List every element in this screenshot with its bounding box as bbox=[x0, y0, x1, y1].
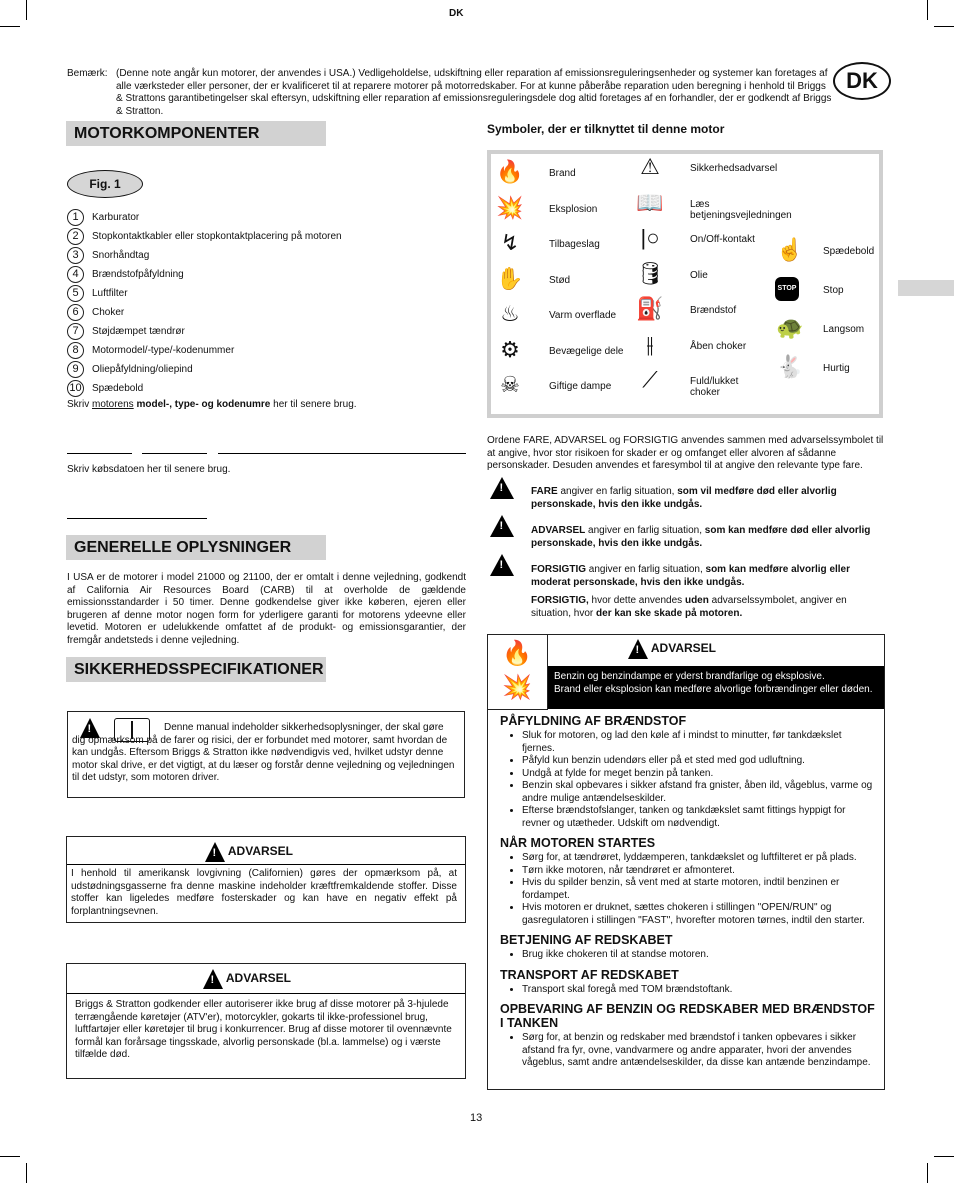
hazard-icons bbox=[488, 635, 548, 710]
component-item bbox=[67, 379, 467, 398]
date-write-text: Skriv købsdatoen her til senere brug. bbox=[67, 464, 231, 475]
crop-mark bbox=[26, 0, 27, 20]
generelle-text: I USA er de motorer i model 21000 og 21100, der er omtalt i denne vejledning, godkendt af California Air Resources Board (CARB) til at overholde de gældende emissionsstandarder i 50 timer. Denne godkendelse giver ikke køberen, ejeren eller brugeren af denne motor nogen form for yderligere garanti for motorens ydeevne eller levetid. Motoren er udelukkende omfattet af de produkt- og emissionsgarantier, der fremgår andetsteds i denne vejledning. bbox=[67, 572, 466, 646]
warning-header bbox=[203, 969, 291, 989]
symbol-label: Brændstof bbox=[690, 305, 737, 316]
fuel-bullet-list bbox=[500, 852, 875, 927]
warning-box-california bbox=[66, 836, 466, 923]
bullet-item: • Tørn ikke motoren, når tændrøret er afmonteret. bbox=[522, 865, 875, 878]
signal-intro: Ordene FARE, ADVARSEL og FORSIGTIG anvendes sammen med advarselssymbolet til at angive, hvor stor risikoen for skader er og omfanget eller alvoren af sådanne personskader. Desuden anvendes et faresymbol til at angive den relevante type fare. bbox=[487, 435, 884, 471]
fuel-bullet-list bbox=[500, 730, 875, 830]
date-line bbox=[67, 518, 207, 519]
safety-alert-icon bbox=[203, 969, 223, 989]
warning-title: ADVARSEL bbox=[650, 641, 717, 656]
section-title-sikkerhed: SIKKERHEDSSPECIFIKATIONER bbox=[66, 657, 326, 682]
signal-advarsel bbox=[531, 525, 871, 550]
type-line bbox=[142, 453, 207, 454]
crop-mark bbox=[0, 26, 20, 27]
symbol-label: Bevægelige dele bbox=[549, 345, 624, 357]
symbol-label: Læs betjeningsvejledningen bbox=[690, 198, 792, 221]
symbol-label: Fuld/lukket choker bbox=[690, 376, 739, 398]
symbols-title: Symboler, der er tilknyttet til denne motor bbox=[487, 122, 725, 136]
fare-mid: angiver en farlig situation, bbox=[557, 486, 678, 497]
hot-surface-icon: ♨ bbox=[500, 301, 520, 326]
page-header: DK bbox=[449, 8, 464, 19]
component-number: 2 bbox=[67, 228, 84, 245]
symbol-label: Brand bbox=[549, 168, 576, 179]
bullet-item: • Hvis du spilder benzin, så vent med at starte motoren, indtil benzinen er fordampet. bbox=[522, 877, 875, 902]
component-list bbox=[67, 208, 467, 398]
component-label: Spædebold bbox=[92, 383, 144, 394]
safety-alert-icon bbox=[205, 842, 225, 862]
advarsel-mid: angiver en farlig situation, bbox=[585, 525, 705, 536]
forsigtig-word: FORSIGTIG bbox=[531, 564, 586, 575]
model-line bbox=[67, 453, 132, 454]
explosion-icon: 💥 bbox=[502, 674, 532, 701]
component-item bbox=[67, 227, 467, 246]
component-item bbox=[67, 284, 467, 303]
component-label: Snorhåndtag bbox=[92, 250, 150, 261]
note-label: Bemærk: bbox=[67, 68, 108, 79]
component-number: 8 bbox=[67, 342, 84, 359]
component-label: Oliepåfyldning/oliepind bbox=[92, 364, 193, 375]
forsigtig-mid: angiver en farlig situation, bbox=[586, 564, 706, 575]
choke-open-icon: ⫲ bbox=[646, 331, 654, 357]
divider bbox=[67, 993, 465, 994]
component-label: Brændstofpåfyldning bbox=[92, 269, 184, 280]
fare-bold: som vil medføre død eller alvorlig personskade, hvis den ikke undgås. bbox=[531, 486, 837, 510]
write-link: motorens bbox=[92, 399, 134, 410]
symbol-label: Giftige dampe bbox=[549, 381, 612, 392]
symbol-label: Spædebold bbox=[823, 246, 875, 257]
write-pre: Skriv bbox=[67, 399, 92, 410]
forsigtig2-uden: uden bbox=[684, 595, 709, 606]
crop-mark bbox=[927, 1163, 928, 1183]
warning-text: Briggs & Stratton godkender eller autoriserer ikke brug af disse motorer på 3-hjulede terrængående køretøjer (ATV'er), motorcykler, gokarts til ikke-professionel brug, luftfartøjer eller køretøjer til brug i konkurrencer. Brug af disse motorer til ovennævnte formål kan forårsage tingsskade, alvorlig personskade (bl.a. lammelse) og i værste tilfælde død. bbox=[75, 999, 452, 1060]
symbol-label: On/Off-kontakt bbox=[690, 234, 755, 245]
symbol-label: Tilbageslag bbox=[549, 239, 600, 250]
bullet-item: • Undgå at fylde for meget benzin på tanken. bbox=[522, 768, 875, 781]
symbols-box bbox=[487, 150, 883, 418]
fuel-bullet-list bbox=[500, 1032, 875, 1070]
symbol-label: Varm overflade bbox=[549, 310, 617, 321]
bullet-item: • Efterse brændstofslanger, tanken og tankdækslet samt fittings hyppigt for revner og utætheder. Udskift om nødvendigt. bbox=[522, 805, 875, 830]
fig-label: Fig. 1 bbox=[67, 170, 143, 198]
divider bbox=[67, 864, 465, 865]
symbol-label: Stop bbox=[823, 285, 844, 296]
safety-alert-icon bbox=[490, 515, 514, 537]
advarsel-bold: som kan medføre død eller alvorlig personskade, hvis den ikke undgås. bbox=[531, 525, 871, 549]
component-item bbox=[67, 246, 467, 265]
component-item bbox=[67, 303, 467, 322]
safety-info-text: Denne manual indeholder sikkerhedsoplysninger, der skal gøre dig opmærksom på de farer og risici, der er forbundet med motorer, samt hvordan de kan undgås. Eftersom Briggs & Stratton ikke nødvendigvis ved, hvilket udstyr denne motor skal drive, er det vigtigt, at du læser og forstår denne vejledning og vejledningen til det udstyr, som motoren driver. bbox=[72, 722, 455, 783]
fuel-bullet-list bbox=[500, 949, 875, 962]
signal-forsigtig-no-symbol bbox=[531, 595, 883, 620]
banner-line1: Benzin og benzindampe er yderst brandfarlige og eksplosive. bbox=[554, 671, 825, 682]
note-text: (Denne note angår kun motorer, der anvendes i USA.) Vedligeholdelse, udskiftning eller reparation af emissionsreguleringsenheder og systemer kan foretages af alle værksteder eller personer, der er kvalificeret til at reparere motorer på motorredskaber. For at kunne påberåbe reparation uden beregning i henhold til Briggs & Strattons garantibetingelser skal eftersyn, udskiftning eller reparation af emissionsreguleringsdele dog altid foretages af en forhandler, der er godkendt af Briggs & Stratton. bbox=[116, 68, 832, 117]
crop-mark bbox=[934, 1156, 954, 1157]
component-number: 1 bbox=[67, 209, 84, 226]
symbol-label: Eksplosion bbox=[549, 203, 598, 215]
component-item bbox=[67, 322, 467, 341]
rabbit-icon: 🐇 bbox=[776, 354, 804, 379]
bullet-item: • Påfyld kun benzin udendørs eller på et sted med god udluftning. bbox=[522, 755, 875, 768]
choke-closed-icon: ⟋ bbox=[642, 367, 658, 392]
component-item bbox=[67, 265, 467, 284]
warning-box-vehicles bbox=[66, 963, 466, 1079]
section-title-generelle: GENERELLE OPLYSNINGER bbox=[66, 535, 326, 560]
component-item bbox=[67, 341, 467, 360]
component-label: Støjdæmpet tændrør bbox=[92, 326, 185, 337]
component-label: Motormodel/-type/-kodenummer bbox=[92, 345, 235, 356]
banner-line2: Brand eller eksplosion kan medføre alvorlige forbrændinger eller døden. bbox=[554, 684, 873, 695]
bullet-item: • Brug ikke chokeren til at standse motoren. bbox=[522, 949, 875, 962]
safety-info-box bbox=[67, 711, 465, 798]
safety-alert-icon bbox=[490, 554, 514, 576]
side-tab bbox=[898, 280, 954, 296]
forsigtig2-bold: der kan ske skade på motoren. bbox=[596, 607, 743, 619]
model-write-text bbox=[67, 399, 467, 412]
safety-alert-icon bbox=[490, 477, 514, 499]
bullet-item: • Sørg for, at benzin og redskaber med brændstof i tanken opbevares i sikker afstand fra fyr, ovne, vandvarmere og andre apparater, hvori der anvendes vågeblus, samt andre antændelseskilder, da disse kan antænde benzindampe. bbox=[522, 1032, 875, 1070]
on-off-icon: |○ bbox=[640, 225, 660, 250]
component-number: 9 bbox=[67, 361, 84, 378]
code-line bbox=[218, 453, 466, 454]
crop-mark bbox=[0, 1156, 20, 1157]
symbol-label: Stød bbox=[549, 274, 571, 286]
component-item bbox=[67, 360, 467, 379]
bullet-item: • Sørg for, at tændrøret, lyddæmperen, tankdækslet og luftfilteret er på plads. bbox=[522, 852, 875, 865]
warning-header bbox=[628, 639, 716, 659]
stop-icon: STOP bbox=[775, 277, 799, 301]
fire-icon: 🔥 bbox=[502, 640, 532, 667]
symbol-label: Sikkerhedsadvarsel bbox=[690, 163, 778, 174]
kickback-icon: ↯ bbox=[500, 230, 520, 255]
symbol-label: Langsom bbox=[823, 324, 865, 335]
warning-title: ADVARSEL bbox=[225, 971, 292, 986]
forsigtig-bold: som kan medføre alvorlig eller moderat personskade, hvis den ikke undgås. bbox=[531, 564, 851, 588]
bullet-item: • Benzin skal opbevares i sikker afstand fra gnister, åben ild, vågeblus, varme og andre mulige antændelseskilder. bbox=[522, 780, 875, 805]
component-label: Choker bbox=[92, 307, 125, 318]
bullet-item: • Transport skal foregå med TOM brændstoftank. bbox=[522, 984, 875, 997]
fare-word: FARE bbox=[531, 486, 558, 497]
symbol-label: Olie bbox=[690, 269, 708, 281]
turtle-icon: 🐢 bbox=[776, 315, 804, 340]
fuel-bullet-list bbox=[500, 984, 875, 997]
manual-icon: 📖 bbox=[636, 189, 664, 215]
signal-fare bbox=[531, 486, 861, 511]
symbol-label: Åben choker bbox=[690, 340, 747, 352]
fuel-section-heading: PÅFYLDNING AF BRÆNDSTOF bbox=[500, 714, 687, 728]
fuel-section-heading: OPBEVARING AF BENZIN OG REDSKABER MED BRÆNDSTOF I TANKEN bbox=[500, 1002, 875, 1030]
forsigtig2-b: advarselssymbolet, angiver en situation, hvor bbox=[531, 595, 847, 619]
component-label: Stopkontaktkabler eller stopkontaktplacering på motoren bbox=[92, 231, 342, 242]
forsigtig2-word: FORSIGTIG, bbox=[531, 595, 589, 606]
fuel-icon: ⛽ bbox=[636, 296, 664, 321]
signal-forsigtig bbox=[531, 564, 887, 589]
moving-parts-icon: ⚙ bbox=[500, 336, 520, 362]
component-label: Luftfilter bbox=[92, 288, 128, 299]
explosion-icon: 💥 bbox=[496, 194, 524, 220]
component-number: 7 bbox=[67, 323, 84, 340]
safety-alert-icon: ⚠ bbox=[640, 154, 660, 179]
shock-icon: ✋ bbox=[496, 265, 524, 291]
fuel-section-heading: BETJENING AF REDSKABET bbox=[500, 933, 673, 947]
section-title-motorkomponenter: MOTORKOMPONENTER bbox=[66, 121, 326, 146]
crop-mark bbox=[934, 26, 954, 27]
fuel-section-heading: NÅR MOTOREN STARTES bbox=[500, 836, 656, 850]
bullet-item: • Hvis motoren er druknet, sættes chokeren i stillingen "OPEN/RUN" og gasregulatoren i stillingen "FAST", hvorefter motoren tørnes, indtil den starter. bbox=[522, 902, 875, 927]
crop-mark bbox=[927, 0, 928, 20]
symbol-label: Hurtig bbox=[823, 363, 850, 374]
component-number: 4 bbox=[67, 266, 84, 283]
warning-title: ADVARSEL bbox=[227, 844, 294, 859]
advarsel-word: ADVARSEL bbox=[531, 525, 586, 536]
fire-icon: 🔥 bbox=[496, 159, 524, 184]
warning-header bbox=[205, 842, 293, 862]
fuel-warning-box bbox=[487, 634, 885, 1090]
toxic-fumes-icon: ☠ bbox=[500, 372, 520, 397]
component-number: 6 bbox=[67, 304, 84, 321]
fuel-black-banner bbox=[548, 666, 884, 709]
fuel-section-heading: TRANSPORT AF REDSKABET bbox=[500, 967, 679, 982]
write-bold: model-, type- og kodenumre bbox=[133, 399, 271, 410]
bullet-item: • Sluk for motoren, og lad den køle af i mindst to minutter, før tankdækslet fjernes. bbox=[522, 730, 875, 755]
forsigtig2-a: hvor dette anvendes bbox=[588, 595, 685, 606]
oil-icon: 🛢 bbox=[636, 260, 664, 286]
component-label: Karburator bbox=[92, 212, 140, 223]
component-item bbox=[67, 208, 467, 227]
warning-text: I henhold til amerikansk lovgivning (Californien) gøres der opmærksom på, at udstødningsgasserne fra denne maskine indeholder kræftfremkaldende stoffer. Disse stoffer kan ligeledes medføre fosterskader og kan have en negativ effekt på forplantningsevnen. bbox=[71, 868, 457, 917]
component-number: 10 bbox=[67, 380, 84, 397]
page-number: 13 bbox=[470, 1112, 483, 1124]
primer-icon: ☝ bbox=[776, 237, 804, 262]
safety-alert-icon bbox=[628, 639, 648, 659]
write-post: her til senere brug. bbox=[270, 399, 357, 410]
component-number: 5 bbox=[67, 285, 84, 302]
component-number: 3 bbox=[67, 247, 84, 264]
crop-mark bbox=[26, 1163, 27, 1183]
dk-badge: DK bbox=[833, 62, 891, 100]
